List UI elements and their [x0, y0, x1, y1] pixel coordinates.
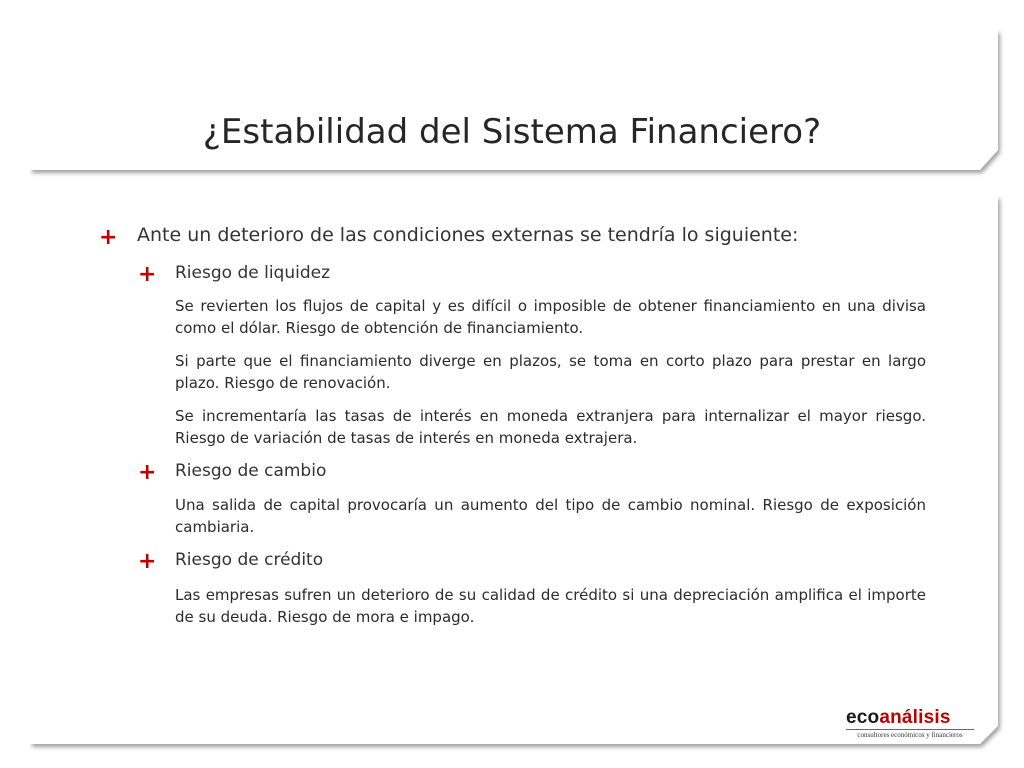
bullet-plus-icon: + — [138, 460, 157, 485]
slide-title: ¿Estabilidad del Sistema Financiero? — [202, 112, 822, 152]
paragraph: Las empresas sufren un deterioro de su calidad de crédito si una depreciación amplifica el importe de su deuda. Riesgo de mora e impago. — [175, 586, 926, 626]
section-heading-cambio: Riesgo de cambio — [175, 461, 327, 481]
bullet-plus-icon: + — [138, 549, 157, 574]
section-heading-liquidez: Riesgo de liquidez — [175, 263, 331, 283]
paragraph: Una salida de capital provocaría un aumento del tipo de cambio nominal. Riesgo de exposición cambiaria. — [175, 496, 926, 536]
paragraph: Se incrementaría las tasas de interés en moneda extranjera para internalizar el mayor riesgo. Riesgo de variación de tasas de interés en moneda extrajera. — [175, 407, 926, 447]
logo-eco: eco — [846, 707, 880, 728]
logo-tagline: consultores económicos y financieros — [846, 729, 974, 740]
bullet-plus-icon: + — [138, 262, 157, 287]
ecoanalisis-logo — [842, 707, 976, 741]
main-bullet-text: Ante un deterioro de las condiciones externas se tendría lo siguiente: — [137, 224, 799, 246]
title-panel-frame — [30, 30, 1010, 180]
section-heading-credito: Riesgo de crédito — [175, 550, 324, 570]
paragraph: Si parte que el financiamiento diverge en plazos, se toma en corto plazo para prestar en largo plazo. Riesgo de renovación. — [175, 352, 926, 392]
paragraph: Se revierten los flujos de capital y es difícil o imposible de obtener financiamiento en una divisa como el dólar. Riesgo de obtención de financiamiento. — [175, 297, 926, 337]
logo-analisis: análisis — [879, 707, 951, 728]
bullet-plus-icon: + — [99, 225, 118, 250]
logo-wordmark — [846, 707, 951, 729]
